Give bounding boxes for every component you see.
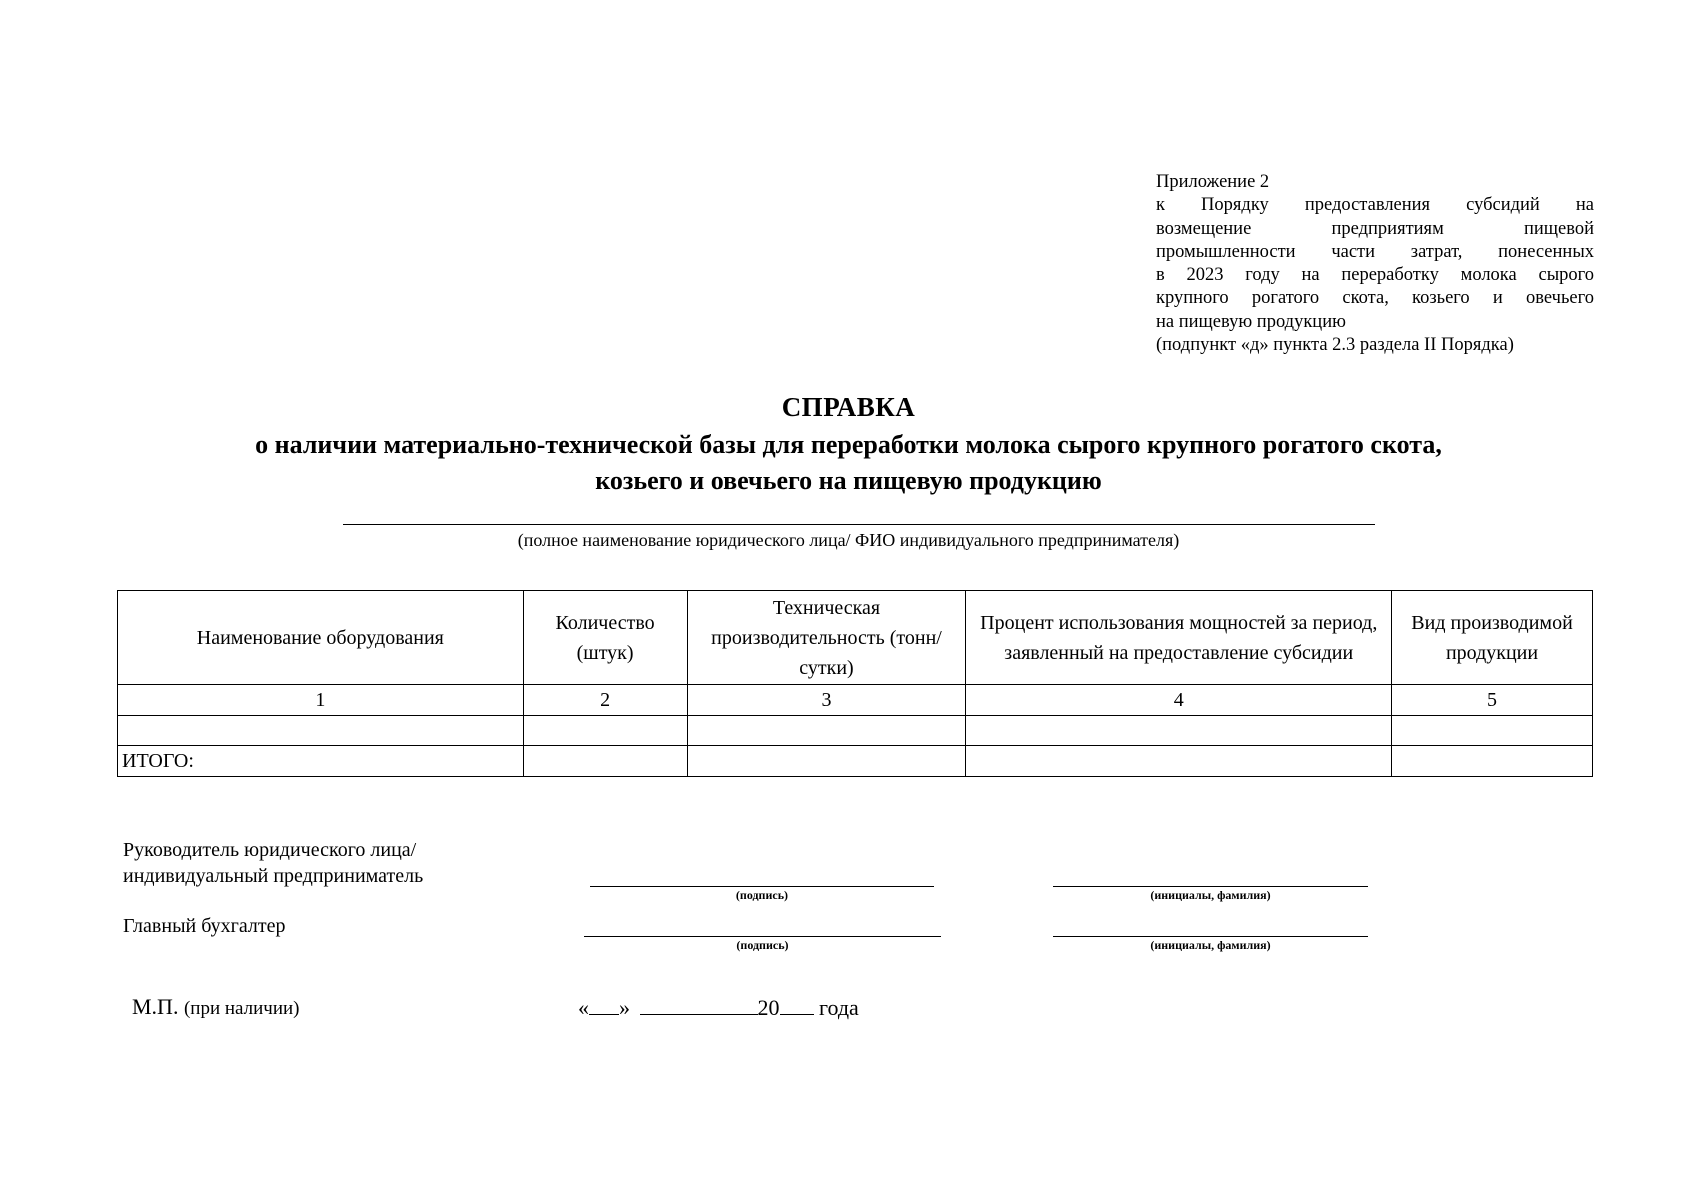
head-signature-caption: (подпись) [735,888,789,902]
accountant-signature-caption: (подпись) [736,938,789,952]
date-day-blank[interactable] [589,994,619,1015]
accountant-initials-line[interactable] [1053,936,1368,937]
table-cell[interactable] [966,716,1392,746]
accountant-signature-line[interactable] [584,936,941,937]
table-total-row [118,746,1593,777]
table-cell[interactable] [1392,716,1593,746]
stamp-note: (при наличии) [183,998,300,1019]
table-cell[interactable] [687,746,966,777]
table-cell[interactable] [118,716,524,746]
accountant-label: Главный бухгалтер [123,915,286,937]
column-number: 2 [523,685,687,716]
head-signature-line[interactable] [590,886,934,887]
column-number: 1 [118,685,524,716]
column-number: 5 [1392,685,1593,716]
date-month-blank[interactable] [640,994,758,1015]
stamp-place [132,994,300,1020]
column-header-capacity: Техническая производительность (тонн/сутки) [687,591,966,685]
column-header-equipment-name: Наименование оборудования [118,591,524,685]
table-cell[interactable] [523,716,687,746]
total-label: ИТОГО: [118,746,524,777]
accountant-initials-caption: (инициалы, фамилия) [1150,938,1271,952]
equipment-table [117,590,1593,777]
table-row [118,716,1593,746]
appendix-line: промышленности части затрат, понесенных [1156,241,1594,262]
appendix-line: (подпункт «д» пункта 2.3 раздела II Порядка) [1156,335,1514,356]
entity-name-line[interactable] [343,524,1375,525]
column-header-utilization: Процент использования мощностей за период, заявленный на предоставление субсидии [966,591,1392,685]
table-cell[interactable] [966,746,1392,777]
table-header-row [118,591,1593,685]
table-cell[interactable] [687,716,966,746]
appendix-line: в 2023 году на переработку молока сырого [1156,265,1594,286]
column-header-quantity: Количество (штук) [523,591,687,685]
appendix-line: к Порядку предоставления субсидий на [1156,195,1594,216]
document-title: СПРАВКА [781,392,916,422]
appendix-line: крупного рогатого скота, козьего и овечьего [1156,288,1594,309]
entity-name-caption: (полное наименование юридического лица/ ФИО индивидуального предпринимателя) [517,530,1180,550]
appendix-block [1156,171,1594,357]
table-cell[interactable] [523,746,687,777]
table-cell[interactable] [1392,746,1593,777]
column-number: 3 [687,685,966,716]
appendix-line: возмещение предприятиям пищевой [1156,218,1594,239]
date-year-prefix: 20 [757,995,780,1020]
head-initials-caption: (инициалы, фамилия) [1150,888,1271,902]
head-label-line: индивидуальный предприниматель [123,865,424,887]
table-number-row [118,685,1593,716]
head-label [123,837,423,889]
date-close-quote: » [619,995,630,1020]
head-label-line: Руководитель юридического лица/ [123,839,417,861]
column-header-product-type: Вид производимой продукции [1392,591,1593,685]
column-number: 4 [966,685,1392,716]
date-field [578,994,859,1021]
document-subtitle: о наличии материально-технической базы для переработки молока сырого крупного рогатого скота, [255,430,1442,459]
date-open-quote: « [578,995,589,1020]
head-initials-line[interactable] [1053,886,1368,887]
appendix-title: Приложение 2 [1156,172,1270,192]
date-year-blank[interactable] [780,994,814,1015]
document-subtitle: козьего и овечьего на пищевую продукцию [595,466,1102,495]
appendix-line: на пищевую продукцию [1156,311,1346,332]
date-suffix: года [819,995,859,1020]
stamp-label: М.П. [132,994,179,1019]
